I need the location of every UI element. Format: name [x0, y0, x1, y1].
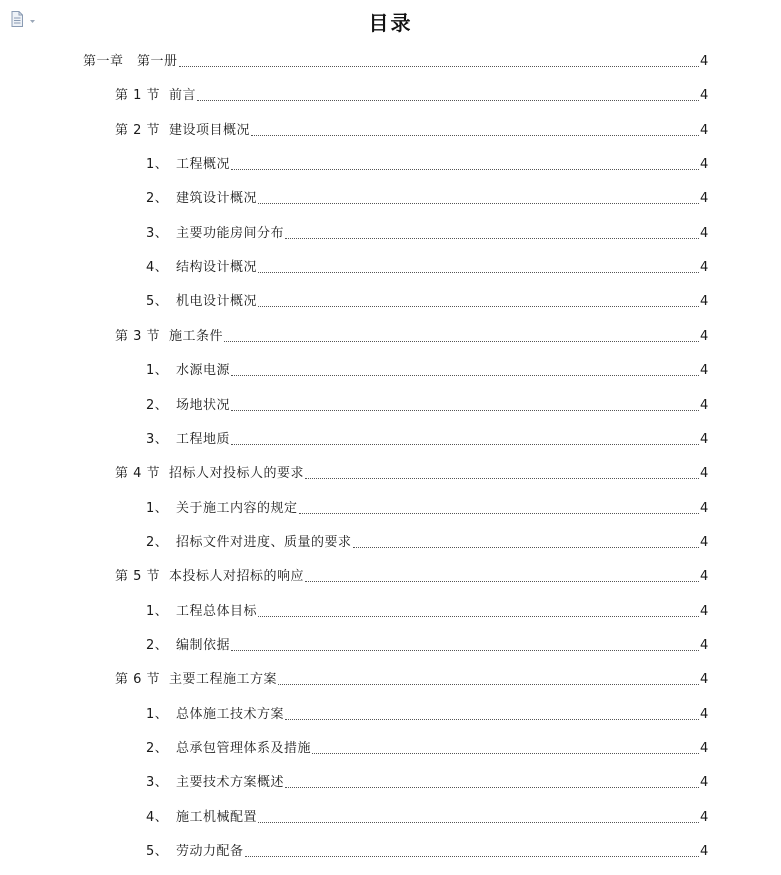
toc-dot-leader — [231, 444, 699, 445]
toc-entry-number: 第 6 节 — [115, 672, 161, 688]
toc-entry[interactable] — [146, 497, 708, 517]
toc-entry-label: 施工条件 — [169, 328, 224, 344]
toc-entry-number: 5、 — [146, 844, 169, 860]
toc-entry[interactable] — [146, 394, 708, 414]
toc-entry[interactable] — [146, 634, 708, 654]
toc-entry-number: 第 1 节 — [115, 88, 161, 104]
toc-entry-label: 关于施工内容的规定 — [176, 500, 298, 516]
toc-page-number: 4 — [700, 706, 709, 722]
toc-entry[interactable] — [115, 565, 708, 585]
toc-entry-number: 2、 — [146, 637, 169, 653]
toc-entry-number: 第 4 节 — [115, 466, 161, 482]
toc-page-number: 4 — [700, 122, 709, 138]
toc-dot-leader — [312, 753, 699, 754]
toc-entry-label: 招标文件对进度、质量的要求 — [176, 534, 352, 550]
toc-entry-label: 第一册 — [137, 54, 178, 69]
toc-page-number: 4 — [700, 431, 709, 447]
toc-entry-label: 水源电源 — [176, 363, 231, 379]
toc-entry-label: 总体施工技术方案 — [176, 706, 285, 722]
toc-page-number: 4 — [700, 569, 709, 585]
toc-entry-number: 第一章 — [83, 54, 124, 69]
toc-dot-leader — [258, 272, 699, 273]
toc-entry[interactable] — [146, 771, 708, 791]
toc-entry[interactable] — [115, 462, 708, 482]
toc-entry-label: 建设项目概况 — [169, 122, 251, 138]
toc-dot-leader — [258, 822, 699, 823]
toc-page-number: 4 — [700, 775, 709, 791]
toc-dot-leader — [197, 100, 699, 101]
toc-entry-number: 2、 — [146, 191, 169, 207]
toc-page-number: 4 — [700, 363, 709, 379]
toc-entry-label: 工程概况 — [176, 157, 231, 173]
toc-entry[interactable] — [146, 600, 708, 620]
toc-entry-label: 主要功能房间分布 — [176, 225, 285, 241]
toc-page-number: 4 — [700, 328, 709, 344]
toc-page-number: 4 — [700, 466, 709, 482]
toc-entry[interactable] — [146, 531, 708, 551]
toc-entry-number: 第 5 节 — [115, 569, 161, 585]
toc-entry-number: 2、 — [146, 534, 169, 550]
toc-dot-leader — [285, 787, 699, 788]
toc-entry-number: 3、 — [146, 775, 169, 791]
toc-entry-label: 主要技术方案概述 — [176, 775, 285, 791]
toc-entry-number: 1、 — [146, 603, 169, 619]
toc-page-number: 4 — [700, 157, 709, 173]
toc-entry[interactable] — [146, 153, 708, 173]
toc-entry[interactable] — [146, 256, 708, 276]
toc-entry-number: 1、 — [146, 706, 169, 722]
toc-entry-label: 工程总体目标 — [176, 603, 258, 619]
toc-entry-label: 施工机械配置 — [176, 809, 258, 825]
toc-dot-leader — [231, 650, 699, 651]
toc-entry-label: 本投标人对招标的响应 — [169, 569, 305, 585]
toc-entry[interactable] — [146, 222, 708, 242]
toc-page-number: 4 — [700, 809, 709, 825]
toc-page-number: 4 — [700, 225, 709, 241]
toc-dot-leader — [278, 684, 699, 685]
toc-dot-leader — [231, 410, 699, 411]
toc-dot-leader — [179, 66, 699, 67]
toc-entry[interactable] — [115, 119, 708, 139]
toc-entry-label: 总承包管理体系及措施 — [176, 741, 312, 756]
toc-entry[interactable] — [146, 187, 708, 207]
toc-entry[interactable] — [146, 703, 708, 723]
toc-entry[interactable] — [115, 325, 708, 345]
toc-entry-label: 招标人对投标人的要求 — [169, 466, 305, 482]
toc-entry-number: 2、 — [146, 397, 169, 413]
toc-page-number: 4 — [700, 191, 709, 207]
toc-dot-leader — [258, 616, 699, 617]
toc-page-number: 4 — [700, 500, 709, 516]
toc-dot-leader — [353, 547, 699, 548]
toc-dot-leader — [285, 238, 699, 239]
toc-page-number: 4 — [700, 603, 709, 619]
toc-dot-leader — [305, 581, 699, 582]
toc-entry-number: 4、 — [146, 809, 169, 825]
toc-dot-leader — [258, 306, 699, 307]
toc-entry-label: 机电设计概况 — [176, 294, 258, 310]
toc-entry-label: 结构设计概况 — [176, 260, 258, 276]
toc-page-number: 4 — [700, 844, 709, 860]
toc-entry-label: 编制依据 — [176, 637, 231, 653]
toc-entry-number: 第 2 节 — [115, 122, 161, 138]
toc-entry-label: 场地状况 — [176, 397, 231, 413]
toc-page-number: 4 — [700, 260, 709, 276]
toc-entry-number: 1、 — [146, 157, 169, 173]
toc-entry[interactable] — [83, 50, 708, 70]
toc-page-number: 4 — [700, 397, 709, 413]
toc-entry[interactable] — [146, 840, 708, 860]
toc-entry[interactable] — [146, 737, 708, 757]
toc-page-number: 4 — [700, 637, 709, 653]
toc-entry[interactable] — [115, 668, 708, 688]
toc-dot-leader — [245, 856, 699, 857]
toc-dot-leader — [299, 513, 699, 514]
toc-entry-number: 5、 — [146, 294, 169, 310]
toc-entry-number: 1、 — [146, 500, 169, 516]
toc-dot-leader — [251, 135, 699, 136]
toc-entry[interactable] — [146, 359, 708, 379]
toc-page-number: 4 — [700, 294, 709, 310]
toc-dot-leader — [231, 169, 699, 170]
toc-page-number: 4 — [700, 54, 709, 69]
toc-entry-label: 主要工程施工方案 — [169, 672, 278, 688]
toc-dot-leader — [231, 375, 699, 376]
toc-entry[interactable] — [146, 428, 708, 448]
toc-dot-leader — [224, 341, 699, 342]
toc-entry-number: 第 3 节 — [115, 328, 161, 344]
toc-entry-label: 前言 — [169, 88, 197, 104]
toc-entry-number: 3、 — [146, 431, 169, 447]
page-title: 目录 — [368, 11, 413, 35]
toc-entry[interactable] — [115, 84, 708, 104]
toc-entry-number: 2、 — [146, 741, 169, 756]
toc-entry-label: 劳动力配备 — [176, 844, 244, 860]
toc-dot-leader — [258, 203, 699, 204]
toc-entry-number: 3、 — [146, 225, 169, 241]
toc-page-number: 4 — [700, 88, 709, 104]
toc-entry[interactable] — [146, 290, 708, 310]
toc-entry[interactable] — [146, 806, 708, 826]
toc-entry-label: 建筑设计概况 — [176, 191, 258, 207]
toc-entry-number: 1、 — [146, 363, 169, 379]
toc-dot-leader — [305, 478, 699, 479]
toc-page-number: 4 — [700, 672, 709, 688]
toc-entry-label: 工程地质 — [176, 431, 231, 447]
toc-dot-leader — [285, 719, 699, 720]
toc-page-number: 4 — [700, 534, 709, 550]
toc-page-number: 4 — [700, 741, 709, 756]
toc-entry-number: 4、 — [146, 260, 169, 276]
